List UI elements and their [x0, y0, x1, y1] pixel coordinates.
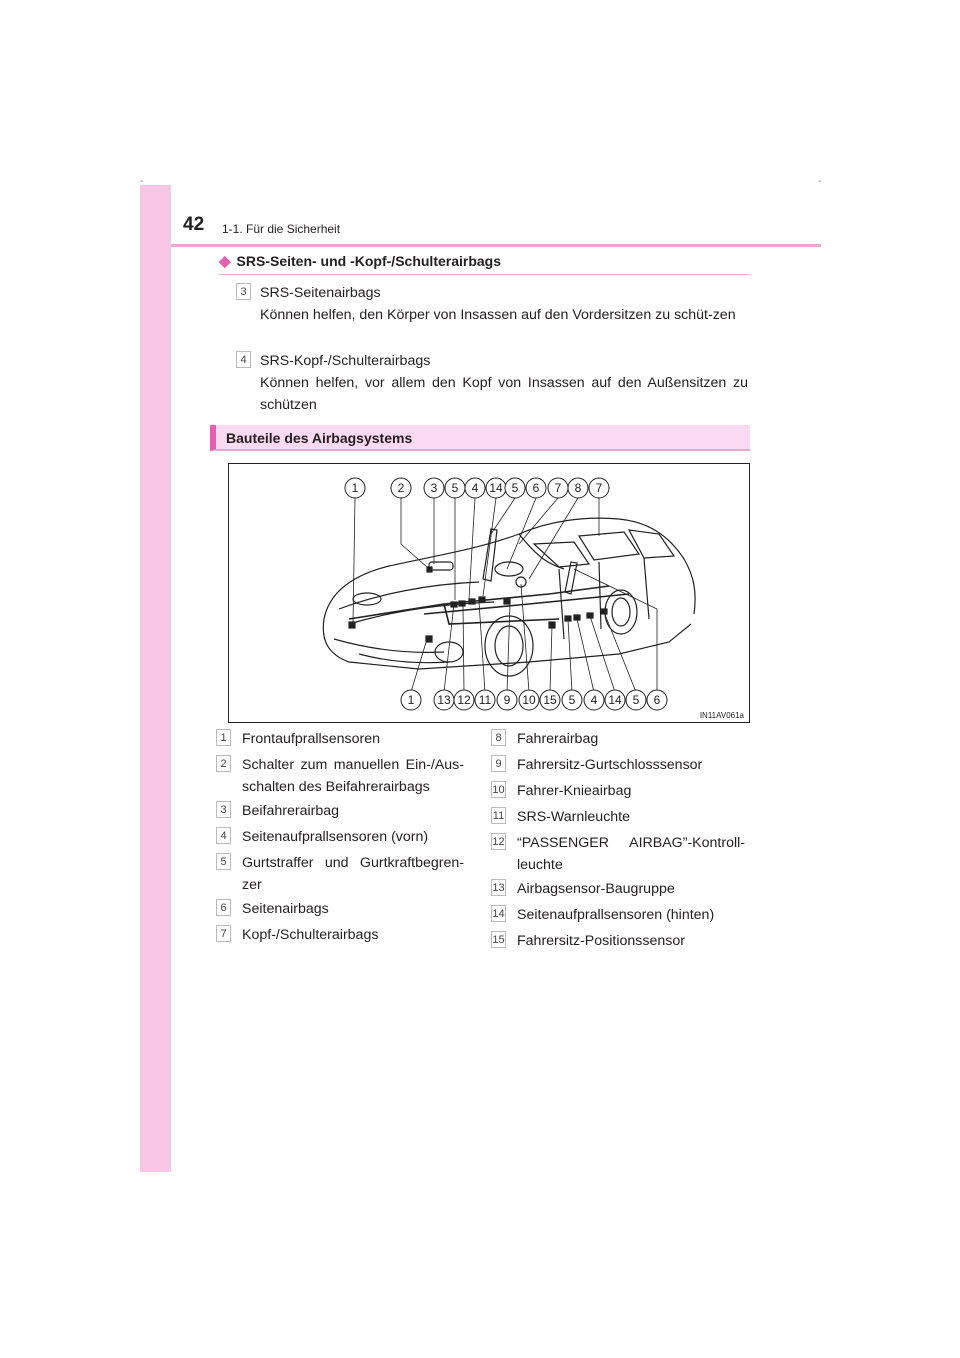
legend-item: Schalter zum manuellen Ein-/Aus-schalten des Beifahrerairbags: [242, 757, 464, 795]
legend-number-badge: 15: [491, 931, 506, 948]
callout-label: 3: [430, 481, 438, 495]
legend-item: Gurtstraffer und Gurtkraftbegren-zer: [242, 855, 464, 893]
legend-number-badge: 7: [216, 925, 231, 942]
legend-item: “PASSENGER AIRBAG”-Kontroll-leuchte: [517, 835, 745, 873]
legend-item: Kopf-/Schulterairbags: [242, 927, 379, 943]
callout-label: 14: [608, 693, 622, 707]
item-number-badge: 3: [236, 283, 251, 300]
side-color-bar: [140, 185, 171, 1172]
item-title: SRS-Kopf-/Schulterairbags: [260, 353, 431, 369]
callout-label: 5: [511, 481, 519, 495]
item-title: SRS-Seitenairbags: [260, 285, 381, 301]
callout-label: 2: [397, 481, 405, 495]
header-rule: [171, 244, 821, 247]
legend-item: Fahrersitz-Gurtschlosssensor: [517, 757, 703, 773]
item-number-badge: 4: [236, 351, 251, 368]
legend-number-badge: 13: [491, 879, 506, 896]
callout-label: 5: [632, 693, 640, 707]
legend-number-badge: 1: [216, 729, 231, 746]
callout-label: 11: [478, 693, 492, 707]
item-description: Können helfen, vor allem den Kopf von Insassen auf den Außensitzen zu schützen: [260, 375, 748, 413]
legend-item: Airbagsensor-Baugruppe: [517, 881, 675, 897]
callout-label: 6: [532, 481, 540, 495]
callout-label: 10: [522, 693, 536, 707]
list-item: [260, 282, 748, 326]
legend-item: Seitenaufprallsensoren (hinten): [517, 907, 715, 923]
legend-number-badge: 4: [216, 827, 231, 844]
section-title: 1-1. Für die Sicherheit: [222, 222, 341, 236]
page-number: 42: [183, 214, 205, 235]
callout-label: 5: [568, 693, 576, 707]
subheading-text: SRS-Seiten- und -Kopf-/Schulterairbags: [236, 253, 502, 269]
legend-item: SRS-Warnleuchte: [517, 809, 631, 825]
legend-number-badge: 14: [491, 905, 506, 922]
callout-label: 15: [543, 693, 557, 707]
item-description: Können helfen, den Körper von Insassen auf den Vordersitzen zu schüt-zen: [260, 307, 736, 323]
legend-number-badge: 5: [216, 853, 231, 870]
legend-item: Frontaufprallsensoren: [242, 731, 381, 747]
legend-number-badge: 8: [491, 729, 506, 746]
subheading: [219, 252, 749, 275]
legend-number-badge: 10: [491, 781, 506, 798]
section-heading: Bauteile des Airbagsystems: [226, 430, 413, 446]
callout-label: 13: [437, 693, 451, 707]
callout-label: 9: [503, 693, 511, 707]
callout-label: 14: [489, 481, 503, 495]
callout-label: 7: [595, 481, 603, 495]
callout-label: 4: [590, 693, 598, 707]
legend-item: Fahrer-Knieairbag: [517, 783, 632, 799]
legend-item: Fahrerairbag: [517, 731, 599, 747]
legend-number-badge: 12: [491, 833, 506, 850]
list-item: [260, 350, 748, 416]
legend-item: Beifahrerairbag: [242, 803, 340, 819]
callout-label: 5: [451, 481, 459, 495]
crop-mark: -: [818, 176, 822, 187]
legend-item: Seitenaufprallsensoren (vorn): [242, 829, 429, 845]
legend-number-badge: 3: [216, 801, 231, 818]
car-illustration: [229, 464, 751, 724]
figure-code: IN11AV061a: [699, 711, 744, 720]
crop-mark: -: [140, 176, 144, 187]
callout-label: 7: [554, 481, 562, 495]
callout-label: 1: [407, 693, 415, 707]
callout-label: 12: [457, 693, 471, 707]
diamond-icon: ◆: [219, 253, 231, 270]
callout-label: 1: [351, 481, 359, 495]
callout-label: 8: [574, 481, 582, 495]
legend-item: Seitenairbags: [242, 901, 329, 917]
legend-item: Fahrersitz-Positionssensor: [517, 933, 685, 949]
callout-label: 6: [653, 693, 661, 707]
section-heading-box: [210, 425, 750, 451]
legend-number-badge: 6: [216, 899, 231, 916]
callout-label: 4: [471, 481, 479, 495]
airbag-diagram: [228, 463, 750, 723]
legend-number-badge: 11: [491, 807, 506, 824]
legend-number-badge: 2: [216, 755, 231, 772]
legend-number-badge: 9: [491, 755, 506, 772]
